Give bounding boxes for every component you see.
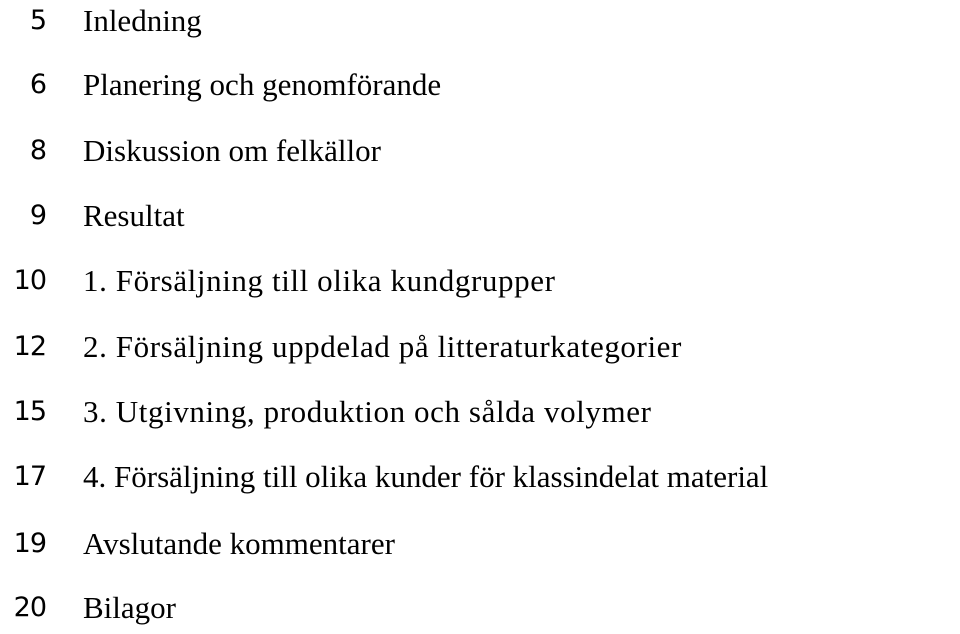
toc-entry-title: Resultat bbox=[83, 197, 185, 233]
toc-entry-section-4 bbox=[0, 450, 960, 502]
toc-page-number: 12 bbox=[13, 330, 46, 362]
toc-entry-title: Inledning bbox=[83, 2, 202, 38]
toc-entry-title: Planering och genomförande bbox=[83, 66, 442, 102]
toc-page-number: 19 bbox=[13, 527, 46, 559]
toc-page-number: 20 bbox=[13, 591, 46, 623]
toc-entry-title: 4. Försäljning till olika kunder för klassindelat material bbox=[83, 458, 769, 494]
toc-entry-title: Diskussion om felkällor bbox=[83, 132, 381, 168]
toc-entry-title: Avslutande kommentarer bbox=[83, 525, 395, 561]
toc-entry-title: Bilagor bbox=[83, 589, 176, 625]
toc-page-number: 10 bbox=[13, 264, 46, 296]
toc-entry-inledning bbox=[0, 0, 960, 46]
toc-entry-planering bbox=[0, 58, 960, 110]
toc-entry-section-1 bbox=[0, 254, 960, 306]
toc-entry-section-2 bbox=[0, 320, 960, 372]
toc-page-number: 17 bbox=[13, 460, 46, 492]
toc-entry-bilagor bbox=[0, 581, 960, 633]
toc-page-number: 8 bbox=[29, 134, 46, 166]
toc-entry-diskussion bbox=[0, 124, 960, 176]
toc-entry-title: 3. Utgivning, produktion och sålda volymer bbox=[83, 393, 652, 429]
toc-page-number: 5 bbox=[29, 4, 46, 36]
toc-page-number: 15 bbox=[13, 395, 46, 427]
toc-entry-resultat bbox=[0, 189, 960, 241]
toc-entry-title: 2. Försäljning uppdelad på litteraturkategorier bbox=[83, 328, 682, 364]
toc-page-number: 9 bbox=[29, 199, 46, 231]
toc-entry-avslutande bbox=[0, 517, 960, 569]
toc-entry-title: 1. Försäljning till olika kundgrupper bbox=[83, 262, 556, 298]
toc-page-number: 6 bbox=[29, 68, 46, 100]
toc-entry-section-3 bbox=[0, 385, 960, 437]
